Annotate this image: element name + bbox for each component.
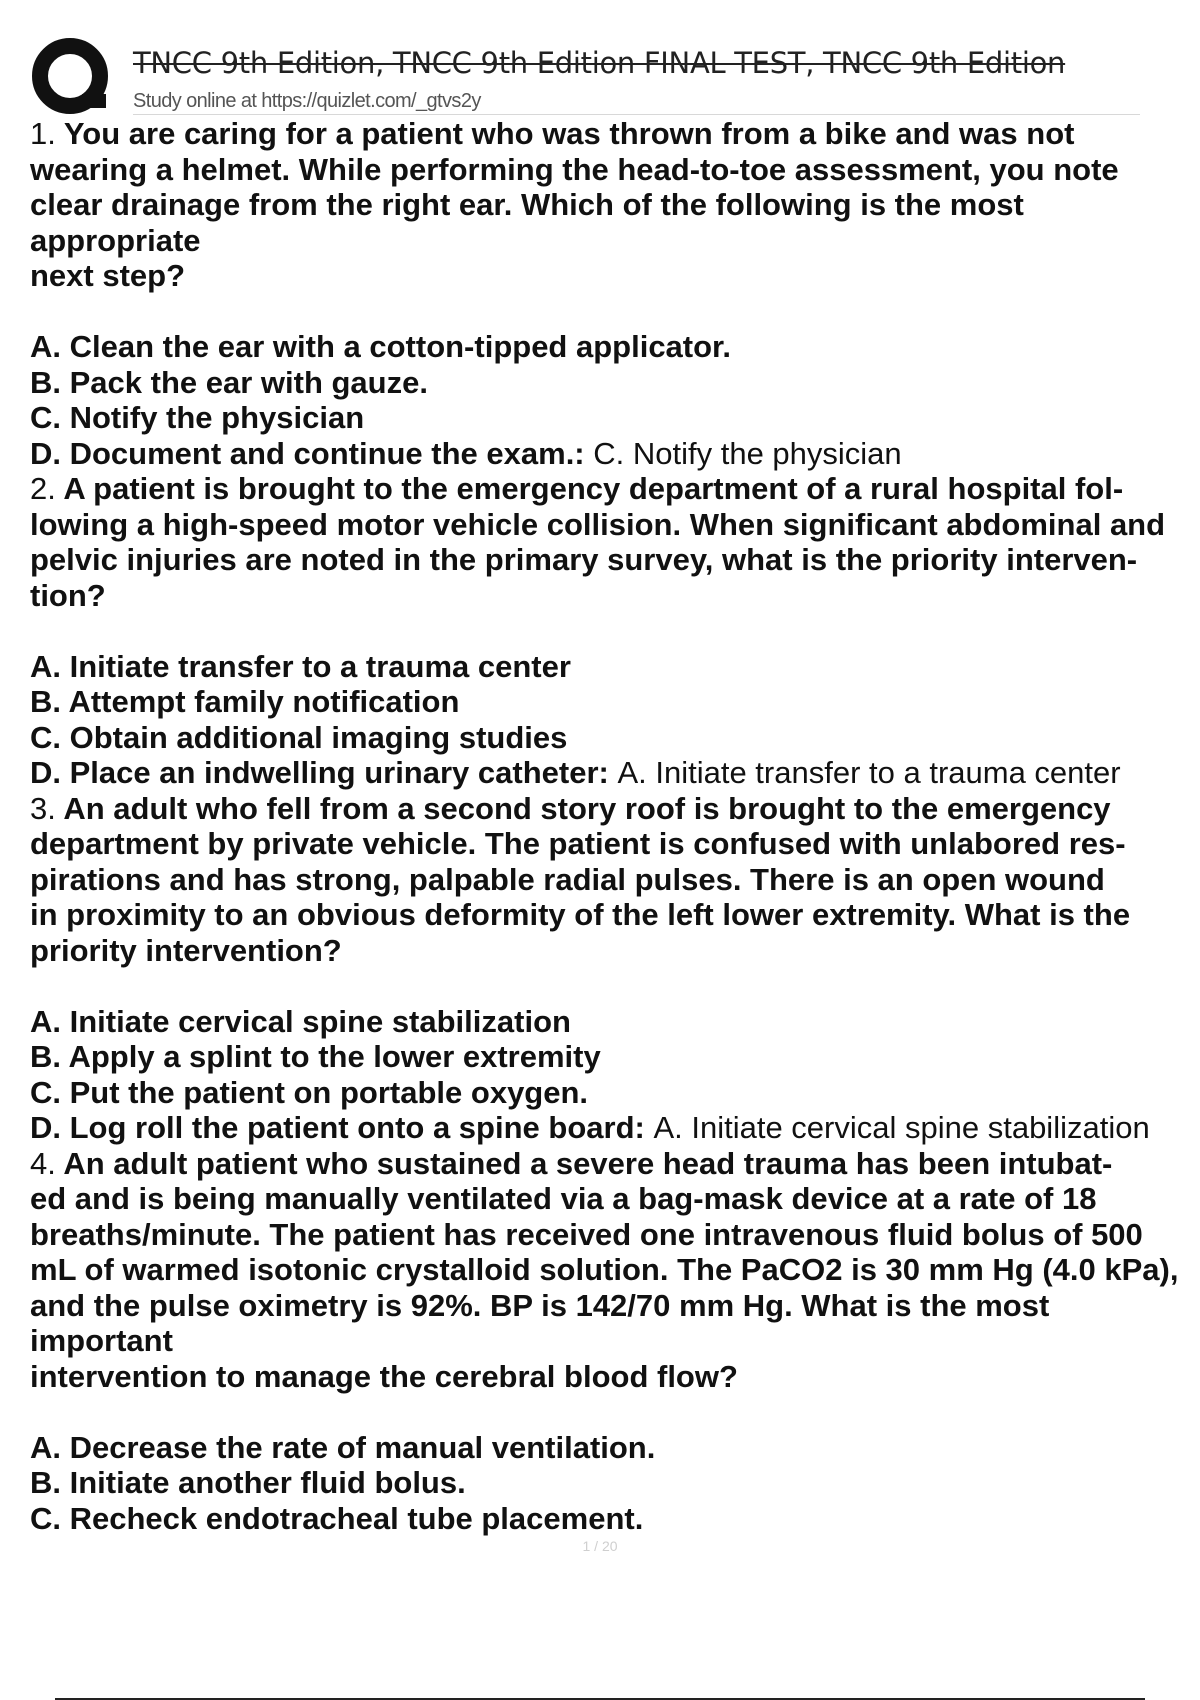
correct-answer: C. Notify the physician: [593, 435, 902, 471]
question-number: 4.: [30, 1145, 56, 1181]
option-text: C. Put the patient on portable oxygen.: [30, 1074, 589, 1110]
question-body: You are caring for a patient who was thrown from a bike and was not wearing a helmet. While performing the head-to-toe assessment, you note clear drainage from the right ear. Which of the following is the most appropriate next step?: [30, 116, 1119, 293]
answer-option: [30, 329, 1200, 365]
option-text: A. Initiate cervical spine stabilization: [30, 1003, 571, 1039]
answer-option: [30, 1039, 1200, 1075]
answer-option: [30, 1110, 1200, 1146]
question-list: [30, 116, 1200, 1536]
spacer: [30, 294, 1200, 330]
page-number: 1 / 20: [582, 1538, 618, 1554]
question-item: [30, 471, 1200, 791]
option-text: B. Attempt family notification: [30, 684, 460, 719]
option-text: D. Log roll the patient onto a spine board:: [30, 1110, 645, 1145]
answer-option: [30, 1075, 1200, 1111]
question-number: 3.: [30, 790, 56, 826]
document-title: TNCC 9th Edition, TNCC 9th Edition FINAL TEST, TNCC 9th Edition: [133, 46, 1066, 80]
question-body: An adult who fell from a second story roof is brought to the emergency department by private vehicle. The patient is confused with unlabored res- pirations and has strong, palpable radial pulses. There is an open wound in proximity to an obvious deformity of the left lower extremity. What is the priority intervention?: [30, 790, 1131, 968]
answer-option: [30, 1465, 1200, 1501]
header-divider: [133, 114, 1140, 115]
option-text: B. Pack the ear with gauze.: [30, 364, 428, 400]
answer-option: [30, 365, 1200, 401]
question-item: [30, 791, 1200, 1146]
answer-option: [30, 684, 1200, 720]
answer-option: [30, 755, 1200, 791]
option-text: A. Clean the ear with a cotton-tipped applicator.: [30, 329, 732, 364]
spacer: [30, 613, 1200, 649]
question-item: [30, 116, 1200, 471]
option-text: C. Notify the physician: [30, 400, 365, 435]
answer-option: [30, 400, 1200, 436]
question-body: A patient is brought to the emergency department of a rural hospital fol- lowing a high-speed motor vehicle collision. When significant abdominal and pelvic injuries are noted in the primary survey, what is the priority interven- tion?: [30, 471, 1166, 613]
question-text: [30, 791, 1200, 969]
answer-option: [30, 1430, 1200, 1466]
correct-answer: A. Initiate transfer to a trauma center: [617, 755, 1121, 790]
question-item: [30, 1146, 1200, 1537]
option-text: D. Place an indwelling urinary catheter:: [30, 755, 609, 790]
question-number: 2.: [30, 471, 56, 506]
spacer: [30, 968, 1200, 1004]
study-online-link[interactable]: Study online at https://quizlet.com/_gtvs2y: [133, 90, 481, 112]
answer-option: [30, 436, 1200, 472]
question-number: 1.: [30, 116, 56, 151]
page-header: [30, 28, 1140, 118]
question-text: [30, 116, 1200, 294]
answer-option: [30, 1004, 1200, 1040]
option-text: C. Recheck endotracheal tube placement.: [30, 1500, 644, 1536]
correct-answer: A. Initiate cervical spine stabilization: [653, 1110, 1150, 1145]
spacer: [30, 1394, 1200, 1430]
option-text: B. Apply a splint to the lower extremity: [30, 1039, 601, 1074]
option-text: A. Initiate transfer to a trauma center: [30, 648, 571, 684]
quizlet-logo-icon: [30, 36, 112, 118]
answer-option: [30, 649, 1200, 685]
option-text: B. Initiate another fluid bolus.: [30, 1465, 466, 1500]
option-text: C. Obtain additional imaging studies: [30, 719, 568, 755]
question-body: An adult patient who sustained a severe head trauma has been intubat- ed and is being manually ventilated via a bag-mask device at a rate of 18 breaths/minute. The patient has received one intravenous fluid bolus of 500 mL of warmed isotonic crystalloid solution. The PaCO2 is 30 mm Hg (4.0 kPa), and the pulse oximetry is 92%. BP is 142/70 mm Hg. What is the most important intervention to manage the cerebral blood flow?: [30, 1145, 1179, 1394]
option-text: A. Decrease the rate of manual ventilation.: [30, 1429, 656, 1465]
option-text: D. Document and continue the exam.:: [30, 435, 585, 471]
answer-option: [30, 720, 1200, 756]
question-text: [30, 1146, 1200, 1395]
question-text: [30, 471, 1200, 613]
answer-option: [30, 1501, 1200, 1537]
